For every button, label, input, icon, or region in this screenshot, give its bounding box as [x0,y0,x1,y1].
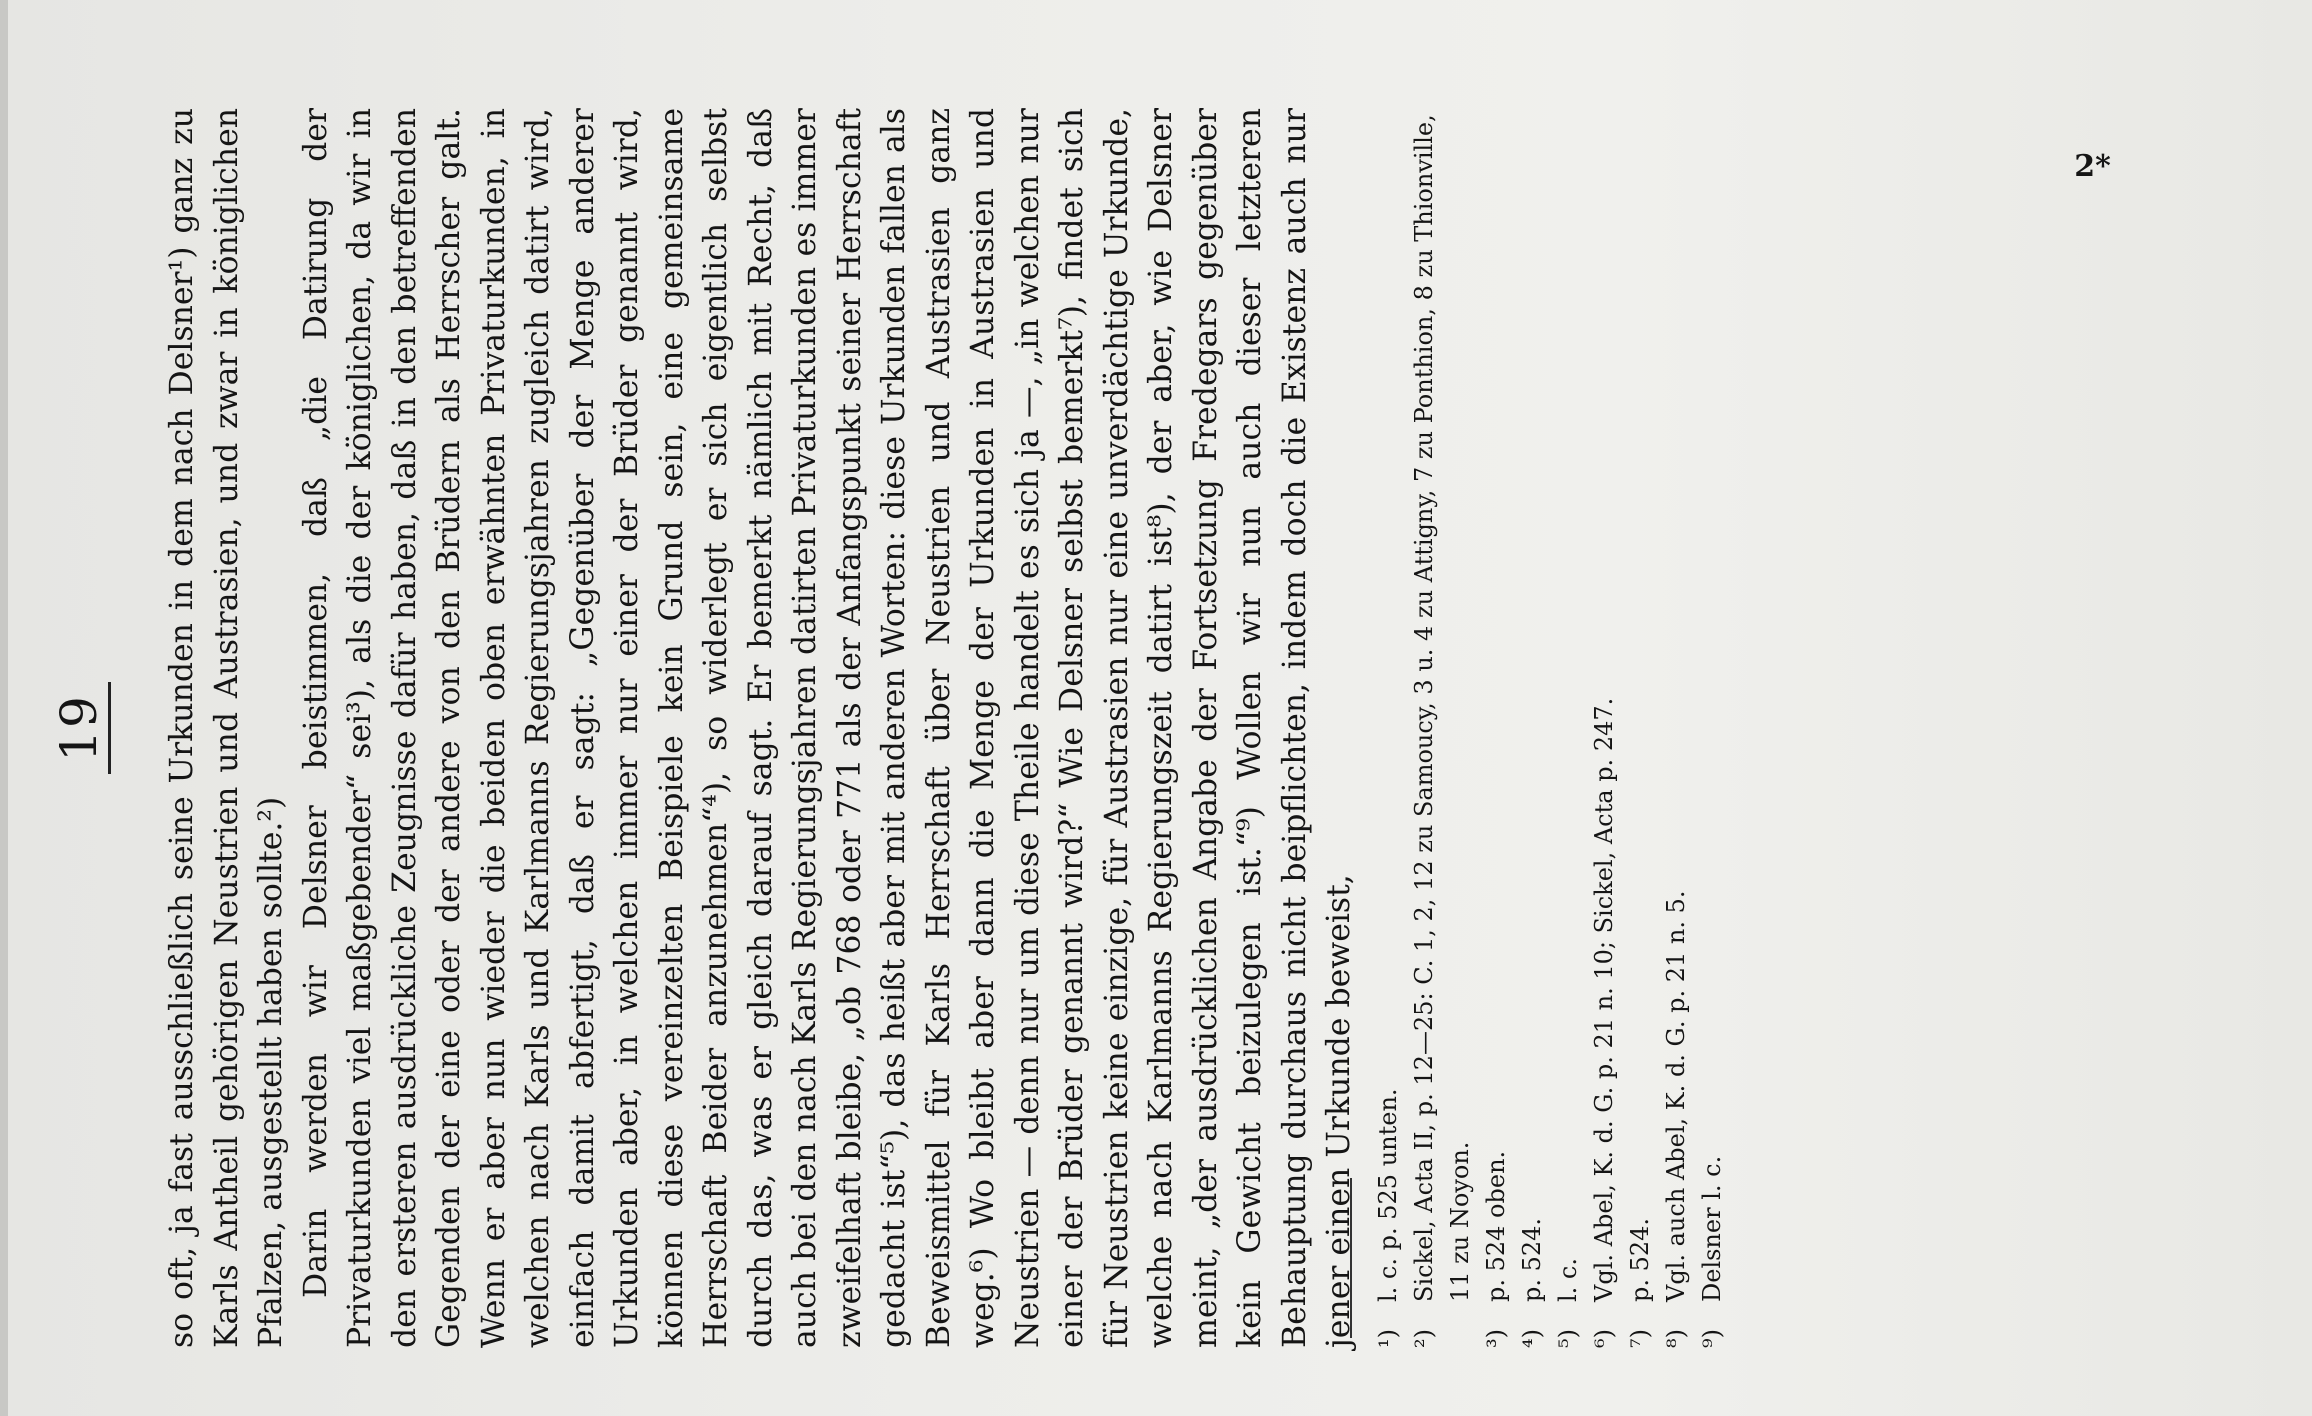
footnote-rule [1350,1178,1352,1338]
page-number [50,88,108,1368]
body-text [160,108,1362,1348]
footnote-mark: ³) [1482,1329,1510,1348]
footnote-text: Vgl. auch Abel, K. d. G. p. 21 n. 5. [1662,890,1690,1302]
signature-mark: 2* [2074,148,2111,184]
footnote-mark: ⁷) [1626,1329,1654,1348]
footnote-text: l. c. [1554,1257,1582,1302]
footnotes [1370,108,1730,1348]
page-number-label: 19 [50,682,111,774]
paragraph-continued: so oft, ja fast ausschließlich seine Urkunden in dem nach Delsner¹) ganz zu Karls Antheil gehörigen Neustrien und Austrasien, und zwar in königlichen Pfalzen, ausgestellt haben sollte.²) [164,108,289,1348]
footnote-text: p. 524. [1518,1217,1546,1302]
footnote-mark: ⁴) [1518,1329,1546,1348]
rotated-page [50,88,2111,1368]
footnote [1550,108,1586,1348]
paragraph: Darin werden wir Delsner beistimmen, daß „die Datirung der Privaturkunden viel maßgebender“ sei³), als die der königlichen, da wir in den ersteren ausdrückliche Zeugnisse dafür haben, daß in den betreffenden Gegenden der eine oder der andere von den Brüdern als Herrscher galt. Wenn er aber nun wieder die beiden oben erwähnten Privaturkunden, in welchen nach Karls und Karlmanns Regierungsjahren zugleich datirt wird, einfach damit abfertigt, daß er sagt: „Gegenüber der Menge anderer Urkunden aber, in welchen immer nur einer der Brüder genannt wird, können diese vereinzelten Beispiele kein Grund sein, eine gemeinsame Herrschaft Beider anzunehmen“⁴), so widerlegt er sich eigentlich selbst durch das, was er gleich darauf sagt. Er bemerkt nämlich mit Recht, daß auch bei den nach Karls Regierungsjahren datirten Privaturkunden es immer zweifelhaft bleibe, „ob 768 oder 771 als der Anfangspunkt seiner Herrschaft gedacht ist“⁵), das heißt aber mit anderen Worten: diese Urkunden fallen als Beweismittel für Karls Herrschaft über Neustrien und Austrasien ganz weg.⁶) Wo bleibt aber dann die Menge der Urkunden in Austrasien und Neustrien — denn nur um diese Theile handelt es sich ja —, „in welchen nur einer der Brüder genannt wird?“ Wie Delsner selbst bemerkt⁷), findet sich für Neustrien keine einzige, für Austrasien nur eine unverdächtige Urkunde, welche nach Karlmanns Regierungszeit datirt ist⁸), der aber, wie Delsner meint, „der ausdrücklichen Angabe der Fortsetzung Fredegars gegenüber kein Gewicht beizulegen ist.“⁹) Wollen wir nun auch dieser letzteren Behauptung durchaus nicht beipflichten, indem doch die Existenz auch nur jener einen Urkunde beweist, [297,108,1357,1348]
footnote-text: Delsner l. c. [1698,1155,1726,1302]
footnote-mark: ⁹) [1698,1329,1726,1348]
footnote-mark: ²) [1410,1329,1438,1348]
footnote-text: p. 524 oben. [1482,1150,1510,1302]
footnote-mark: ⁸) [1662,1329,1690,1348]
footnote-mark: ⁶) [1590,1329,1618,1348]
footnote-text: p. 524. [1626,1217,1654,1302]
footnote [1622,108,1658,1348]
footnote-mark: ⁵) [1554,1329,1582,1348]
footnote [1478,108,1514,1348]
footnote-text: Sickel, Acta II, p. 12—25: C. 1, 2, 12 zu Samoucy, 3 u. 4 zu Attigny, 7 zu Ponthion, 8 zu Thionville, 11 zu Noyon. [1410,114,1474,1302]
footnote [1406,108,1478,1348]
sheet-edge [0,0,8,1416]
footnote [1514,108,1550,1348]
footnote [1586,108,1622,1348]
footnote [1370,108,1406,1348]
footnote-mark: ¹) [1374,1329,1402,1348]
footnote-text: Vgl. Abel, K. d. G. p. 21 n. 10; Sickel, Acta p. 247. [1590,697,1618,1302]
footnote [1694,108,1730,1348]
footnote [1658,108,1694,1348]
footnote-text: l. c. p. 525 unten. [1374,1088,1402,1302]
